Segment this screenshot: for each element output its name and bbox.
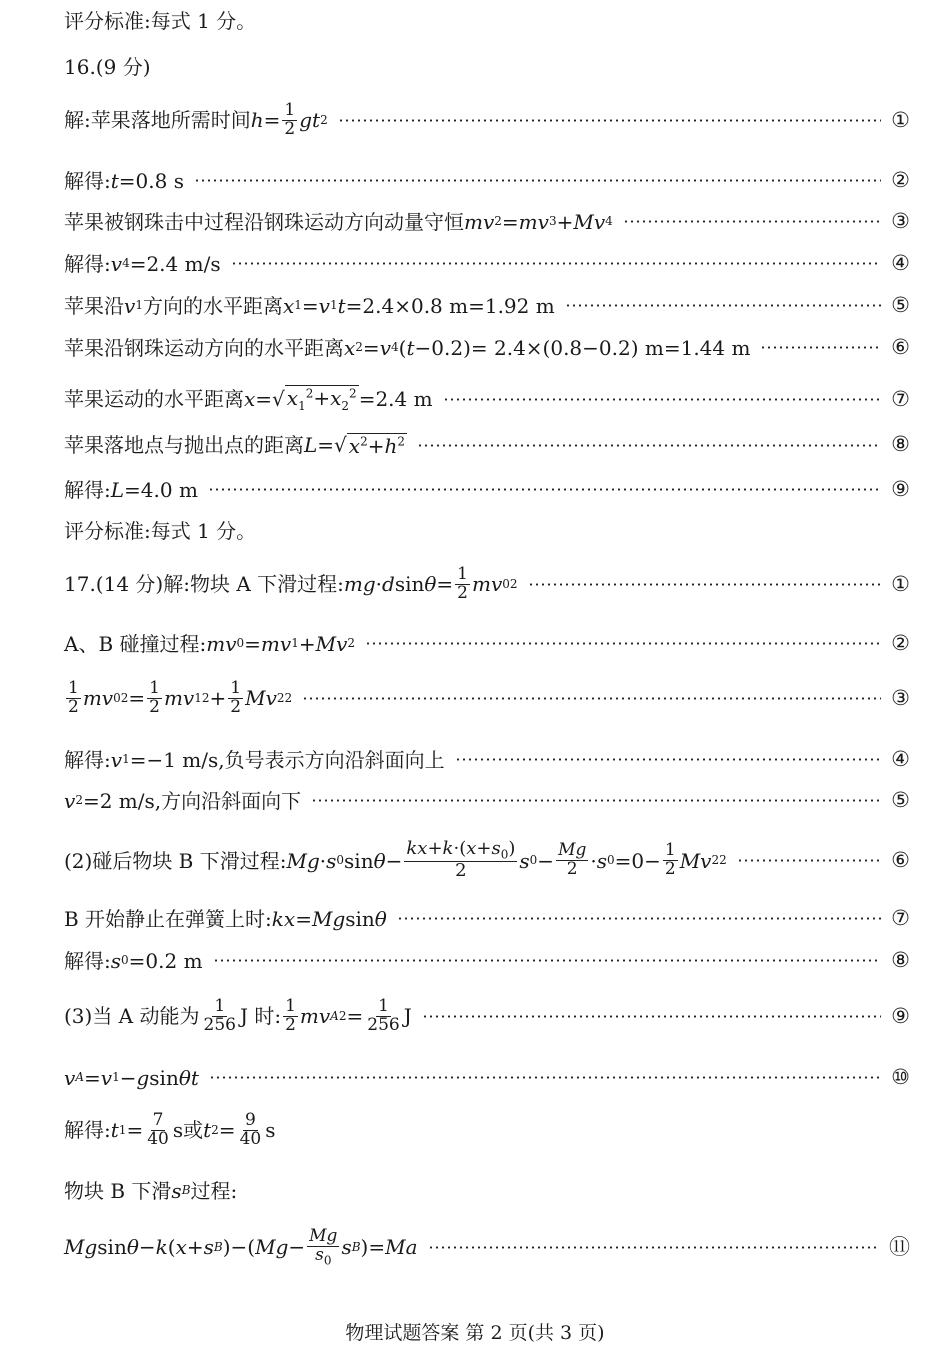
dot-leader [422, 1015, 881, 1018]
eq-17-8: 解得: s 0 =0.2 m ⑧ [64, 948, 910, 973]
eq-17-9: (3)当 A 动能为 $\frac{1}{256}$ J 时: $\frac{1}{2}$ mv A 2 = $\frac{1}{256}$ J ⑨ [64, 996, 910, 1035]
dot-leader [737, 859, 881, 862]
equation-number: ③ [891, 685, 910, 710]
sb-process-header: 物块 B 下滑 s B 过程: [64, 1179, 238, 1203]
dot-leader [760, 346, 881, 349]
dot-leader [528, 583, 882, 586]
eq-16-6: 苹果沿钢珠运动方向的水平距离 x 2 = v 4 ( t −0.2)= 2.4×(0.8−0.2) m=1.44 m ⑥ [64, 335, 910, 360]
equation-number: ① [891, 107, 910, 132]
equation-number: ⑥ [891, 335, 910, 359]
equation-number: ④ [891, 747, 910, 771]
equation-number: ⑨ [891, 477, 910, 501]
eq-16-5: 苹果沿 v 1 方向的水平距离 x 1 = v 1 t =2.4×0.8 m=1.92 m ⑤ [64, 293, 910, 318]
eq-16-7: 苹果运动的水平距离 x = √ $x_1^2+x_2^2$ =2.4 m ⑦ [64, 386, 910, 413]
equation-number: ⑤ [891, 293, 910, 317]
dot-leader [208, 488, 881, 491]
scoring-text: 评分标准:每式 1 分。 [64, 9, 257, 33]
dot-leader [455, 758, 882, 761]
dot-leader [231, 262, 882, 265]
eq-17-11: Mg sin θ − k ( x + s B )−( Mg − $\frac{Mg}{s_0}$ s B )= Ma ⑪ [64, 1226, 910, 1268]
dot-leader [194, 179, 881, 182]
eq-16-4: 解得: v 4 =2.4 m/s ④ [64, 251, 910, 276]
equation-number: ① [891, 571, 910, 596]
equation-number: ⑨ [891, 1003, 910, 1028]
eq-17-6: (2)碰后物块 B 下滑过程: Mg · s 0 sin θ − $\frac{kx+k\cdot(x+s_0)}{2}$ s 0 − $\frac{Mg}{2}$ · s 0 =0− $\frac{1}{2}$ Mv 2 2 ⑥ [64, 838, 910, 882]
question-16-header: 16.(9 分) [64, 55, 151, 79]
equation-number: ⑥ [891, 847, 910, 872]
equation-number: ⑦ [891, 906, 910, 930]
equation-number: ⑧ [891, 948, 910, 972]
dot-leader [338, 119, 881, 122]
eq-17-3: $\frac{1}{2}$ mv 0 2 = $\frac{1}{2}$ mv 1 2 + $\frac{1}{2}$ Mv 2 2 ③ [68, 678, 910, 717]
dot-leader [443, 398, 882, 401]
dot-leader [417, 444, 881, 447]
equation-number: ⑩ [891, 1065, 910, 1089]
equation-number: ② [891, 168, 910, 192]
eq-17-5: v 2 =2 m/s ,方向沿斜面向下 ⑤ [64, 788, 910, 813]
equation-number: ④ [891, 251, 910, 275]
equation-number: ⑧ [891, 432, 910, 457]
equation-number: ⑦ [891, 386, 910, 411]
equation-number: ③ [891, 209, 910, 233]
eq-17-10: v A = v 1 − g sin θt ⑩ [64, 1065, 910, 1090]
equation-number: ⑪ [889, 1234, 910, 1259]
eq-16-9: 解得: L =4.0 m ⑨ [64, 477, 910, 502]
dot-leader [565, 304, 881, 307]
eq-17-4: 解得: v 1 =−1 m/s ,负号表示方向沿斜面向上 ④ [64, 747, 910, 772]
dot-leader [213, 959, 882, 962]
equation-number: ② [891, 631, 910, 655]
eq-17-2: A、B 碰撞过程: mv 0 = mv 1 + Mv 2 ② [64, 631, 910, 656]
dot-leader [209, 1076, 881, 1079]
equation-number: ⑤ [891, 788, 910, 812]
dot-leader [365, 642, 881, 645]
eq-17-1: 17.(14 分)解:物块 A 下滑过程: mg · d sin θ = $\frac{1}{2}$ mv 0 2 ① [64, 564, 910, 603]
dot-leader [311, 799, 881, 802]
eq-17-t: 解得: t 1 = $\frac{7}{40}$ s 或 t 2 = $\frac{9}{40}$ s [64, 1110, 276, 1149]
eq-16-1: 解:苹果落地所需时间 h = $\frac{1}{2}$ gt 2 ① [64, 100, 910, 139]
scoring-line-top [64, 10, 910, 32]
dot-leader [397, 917, 881, 920]
eq-17-7: B 开始静止在弹簧上时: kx = Mg sin θ ⑦ [64, 906, 910, 931]
eq-16-3: 苹果被钢珠击中过程沿钢珠运动方向动量守恒 mv 2 = mv 3 + Mv 4 ③ [64, 209, 910, 234]
page-footer: 物理试题答案 第 2 页(共 3 页) [345, 1322, 605, 1344]
eq-16-2: 解得: t =0.8 s ② [64, 168, 910, 193]
eq-16-8: 苹果落地点与抛出点的距离 L = √ $x^2+h^2$ ⑧ [64, 432, 910, 458]
dot-leader [302, 697, 881, 700]
scoring-line-mid: 评分标准:每式 1 分。 [64, 519, 257, 543]
dot-leader [428, 1246, 880, 1249]
dot-leader [623, 220, 881, 223]
